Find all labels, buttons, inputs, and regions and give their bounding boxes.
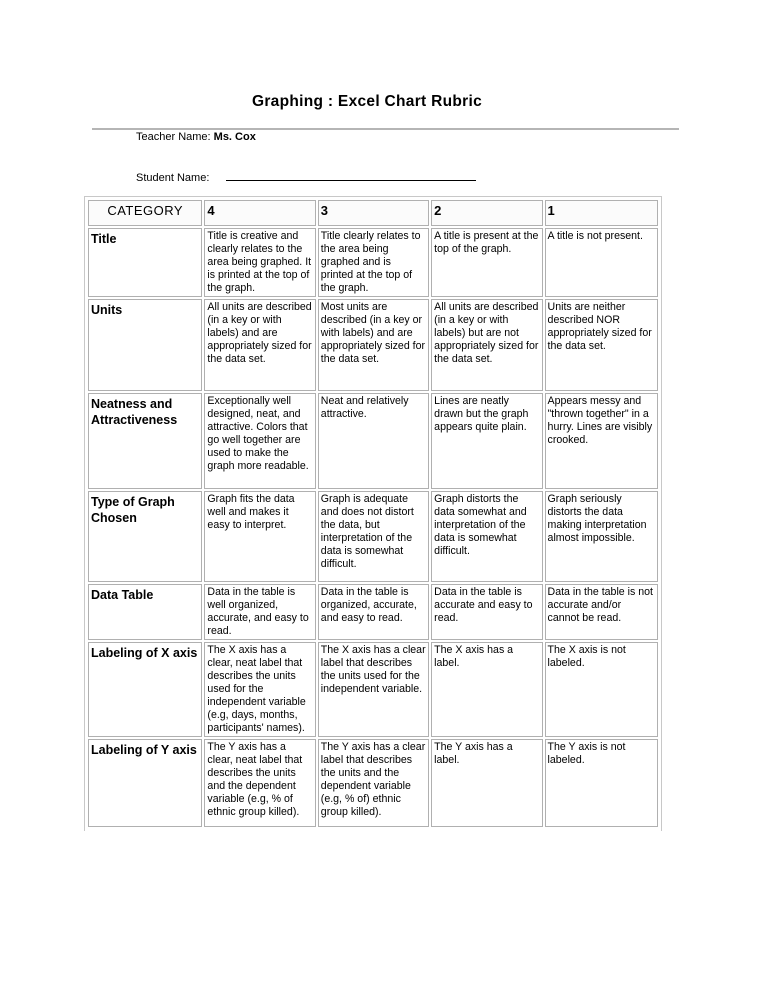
table-cell: The X axis is not labeled.	[545, 642, 658, 737]
row-category: Labeling of Y axis	[88, 739, 202, 827]
table-row	[88, 491, 658, 582]
table-row	[88, 393, 658, 489]
table-cell: Appears messy and "thrown together" in a hurry. Lines are visibly crooked.	[545, 393, 658, 489]
row-category: Units	[88, 299, 202, 391]
row-category: Neatness and Attractiveness	[88, 393, 202, 489]
table-cell: A title is not present.	[545, 228, 658, 297]
table-row	[88, 642, 658, 737]
header-score-3: 3	[318, 200, 429, 226]
table-cell: The Y axis has a clear label that describes the units and the dependent variable (e.g, % of) ethnic group killed).	[318, 739, 429, 827]
table-cell: Units are neither described NOR appropriately sized for the data set.	[545, 299, 658, 391]
table-row	[88, 228, 658, 297]
table-cell: Data in the table is well organized, accurate, and easy to read.	[204, 584, 315, 640]
header-category: CATEGORY	[88, 200, 202, 226]
table-cell: Title is creative and clearly relates to the area being graphed. It is printed at the top of the graph.	[204, 228, 315, 297]
document-title: Graphing : Excel Chart Rubric	[251, 93, 483, 110]
table-row	[88, 584, 658, 640]
table-cell: Title clearly relates to the area being graphed and is printed at the top of the graph.	[318, 228, 429, 297]
table-row	[88, 299, 658, 391]
table-cell: Data in the table is not accurate and/or cannot be read.	[545, 584, 658, 640]
table-cell: The X axis has a clear, neat label that describes the units used for the independent variable (e.g, days, months, participants' names).	[204, 642, 315, 737]
teacher-name: Ms. Cox	[213, 131, 256, 143]
student-line	[136, 170, 476, 184]
header-divider	[92, 128, 679, 130]
header-score-4: 4	[204, 200, 315, 226]
teacher-label: Teacher Name:	[136, 131, 211, 143]
student-label: Student Name:	[136, 172, 210, 184]
row-category: Data Table	[88, 584, 202, 640]
row-category: Type of Graph Chosen	[88, 491, 202, 582]
table-row	[88, 739, 658, 827]
table-cell: A title is present at the top of the graph.	[431, 228, 542, 297]
table-cell: The X axis has a clear label that describes the units used for the independent variable.	[318, 642, 429, 737]
table-cell: Most units are described (in a key or with labels) and are appropriately sized for the data set.	[318, 299, 429, 391]
row-category: Labeling of X axis	[88, 642, 202, 737]
table-cell: Exceptionally well designed, neat, and attractive. Colors that go well together are used to make the graph more readable.	[204, 393, 315, 489]
table-cell: Data in the table is organized, accurate, and easy to read.	[318, 584, 429, 640]
table-cell: Neat and relatively attractive.	[318, 393, 429, 489]
teacher-line	[136, 131, 256, 143]
table-cell: The Y axis has a clear, neat label that describes the units and the dependent variable (e.g, % of ethnic group killed).	[204, 739, 315, 827]
rubric-table	[86, 198, 660, 829]
table-cell: Graph seriously distorts the data making interpretation almost impossible.	[545, 491, 658, 582]
header-score-2: 2	[431, 200, 542, 226]
table-cell: All units are described (in a key or with labels) but are not appropriately sized for the data set.	[431, 299, 542, 391]
header-row	[88, 200, 658, 226]
rubric-frame	[84, 196, 662, 831]
table-cell: All units are described (in a key or with labels) and are appropriately sized for the data set.	[204, 299, 315, 391]
table-cell: Data in the table is accurate and easy to read.	[431, 584, 542, 640]
table-cell: Graph fits the data well and makes it easy to interpret.	[204, 491, 315, 582]
table-cell: The Y axis has a label.	[431, 739, 542, 827]
table-cell: Lines are neatly drawn but the graph appears quite plain.	[431, 393, 542, 489]
table-cell: The Y axis is not labeled.	[545, 739, 658, 827]
row-category: Title	[88, 228, 202, 297]
table-cell: Graph distorts the data somewhat and interpretation of the data is somewhat difficult.	[431, 491, 542, 582]
table-cell: The X axis has a label.	[431, 642, 542, 737]
table-cell: Graph is adequate and does not distort the data, but interpretation of the data is somewhat difficult.	[318, 491, 429, 582]
student-name-blank	[226, 170, 476, 181]
header-score-1: 1	[545, 200, 658, 226]
